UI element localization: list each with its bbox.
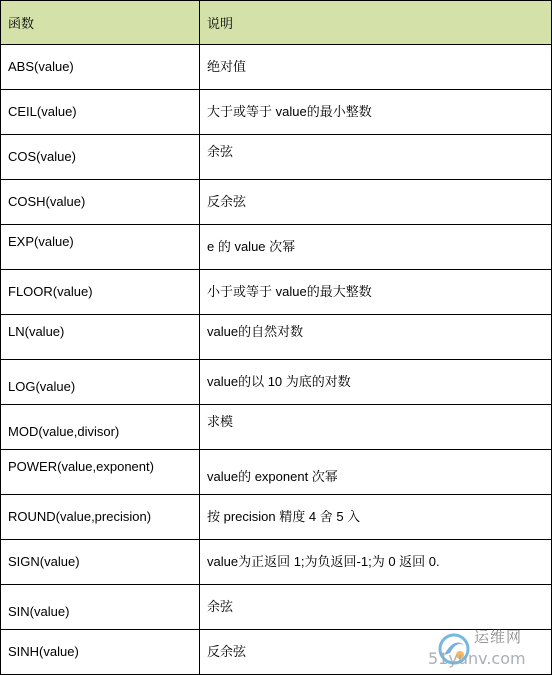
table-row (1, 495, 552, 540)
function-cell: CEIL(value) (1, 90, 200, 135)
function-cell: POWER(value,exponent) (1, 450, 200, 495)
function-cell: ABS(value) (1, 45, 200, 90)
table-row (1, 360, 552, 405)
table-row (1, 450, 552, 495)
description-cell: 反余弦 (200, 630, 552, 675)
description-cell: 绝对值 (200, 45, 552, 90)
table-row (1, 540, 552, 585)
table-row (1, 585, 552, 630)
function-cell: LN(value) (1, 315, 200, 360)
table-row (1, 405, 552, 450)
watermark (428, 625, 548, 671)
description-cell: value的自然对数 (200, 315, 552, 360)
function-cell: SIGN(value) (1, 540, 200, 585)
table-header-row (1, 1, 552, 45)
description-cell: value为正返回 1;为负返回-1;为 0 返回 0. (200, 540, 552, 585)
function-cell: SIN(value) (1, 585, 200, 630)
description-cell: 余弦 (200, 585, 552, 630)
description-cell: e 的 value 次幂 (200, 225, 552, 270)
description-cell: 大于或等于 value的最小整数 (200, 90, 552, 135)
function-cell: LOG(value) (1, 360, 200, 405)
function-cell: ROUND(value,precision) (1, 495, 200, 540)
table-row (1, 135, 552, 180)
description-cell: 余弦 (200, 135, 552, 180)
description-cell: value的 exponent 次幂 (200, 450, 552, 495)
header-description: 说明 (200, 1, 552, 45)
table-row (1, 225, 552, 270)
table-row (1, 315, 552, 360)
function-cell: COSH(value) (1, 180, 200, 225)
function-cell: SINH(value) (1, 630, 200, 675)
description-cell: 小于或等于 value的最大整数 (200, 270, 552, 315)
description-cell: value的以 10 为底的对数 (200, 360, 552, 405)
function-cell: EXP(value) (1, 225, 200, 270)
function-cell: MOD(value,divisor) (1, 405, 200, 450)
function-cell: COS(value) (1, 135, 200, 180)
table-row (1, 180, 552, 225)
table-row (1, 45, 552, 90)
header-function: 函数 (1, 1, 200, 45)
watermark-url: 51yunv.com (428, 649, 526, 668)
watermark-title: 运维网 (474, 628, 523, 646)
description-cell: 反余弦 (200, 180, 552, 225)
table-row (1, 90, 552, 135)
function-cell: FLOOR(value) (1, 270, 200, 315)
table-row (1, 270, 552, 315)
description-cell: 按 precision 精度 4 舍 5 入 (200, 495, 552, 540)
description-cell: 求模 (200, 405, 552, 450)
